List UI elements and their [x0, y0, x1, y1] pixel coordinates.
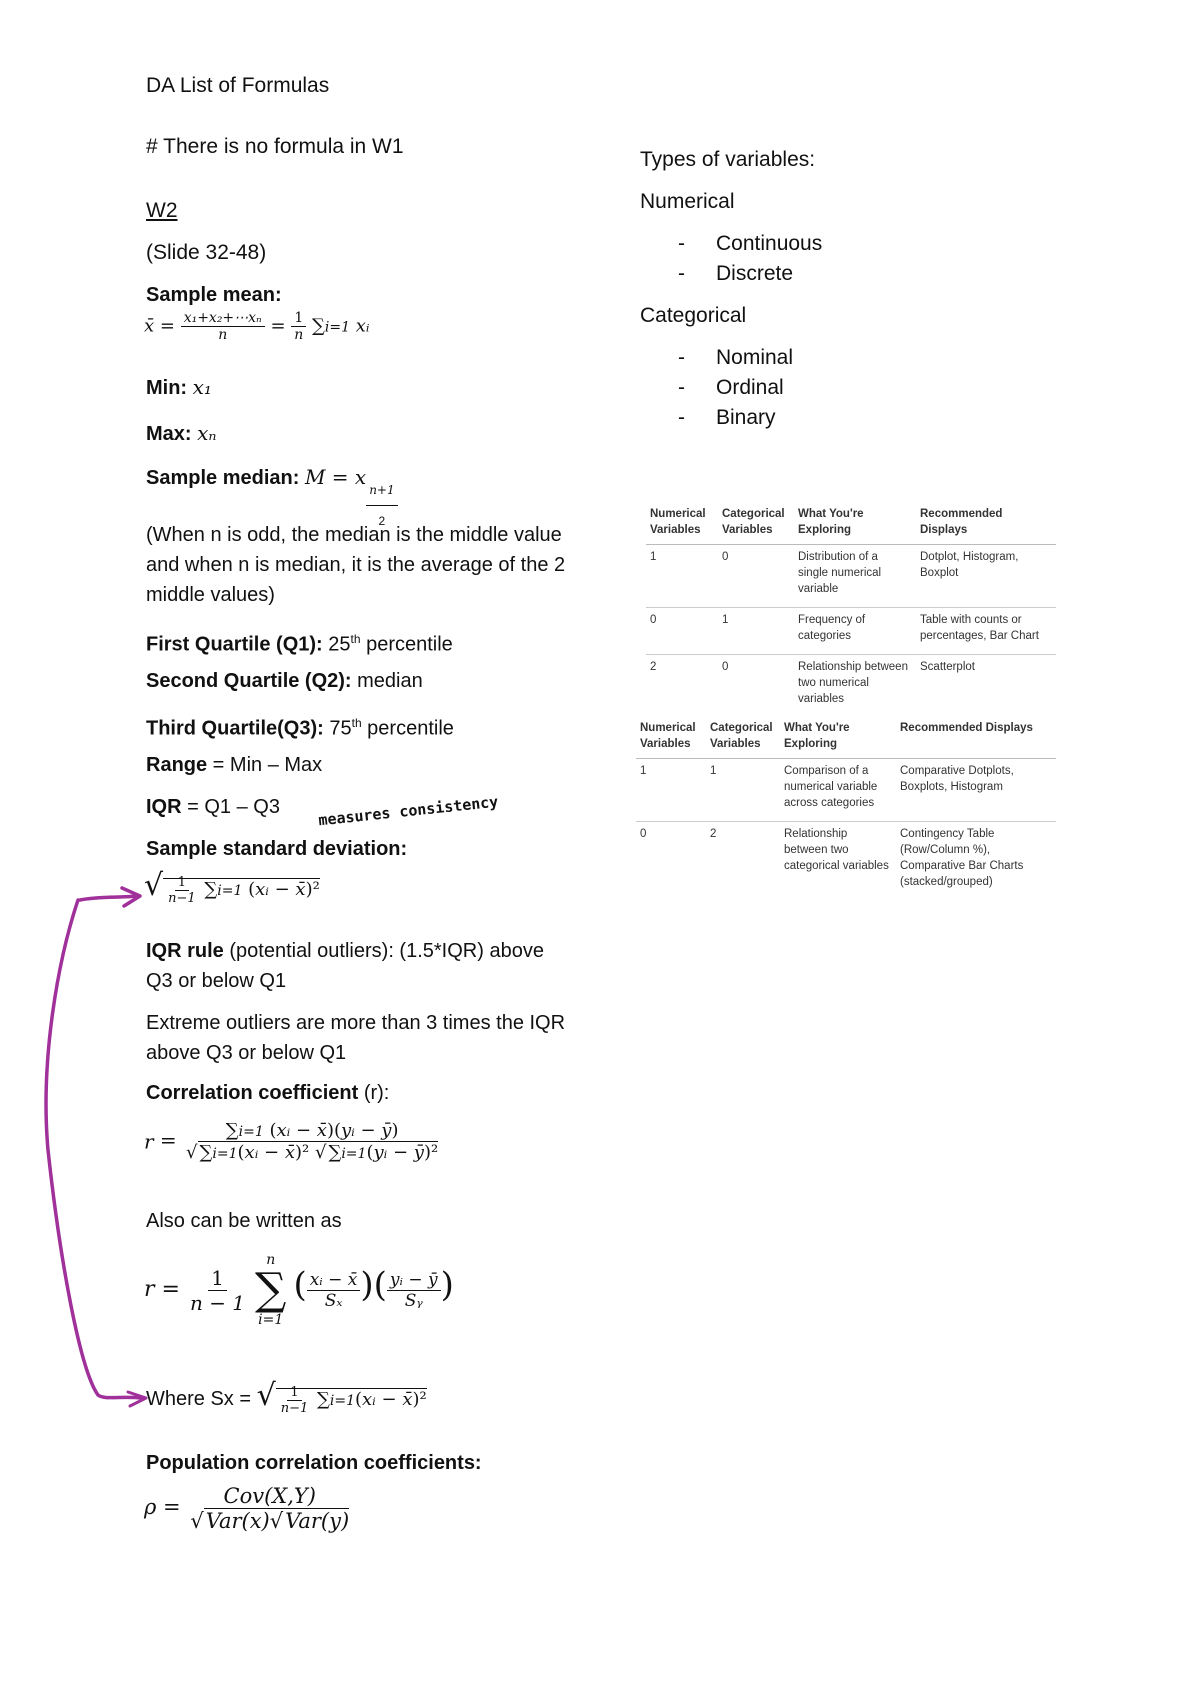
table-cell: Scatterplot: [920, 661, 975, 673]
table-cell: 1: [718, 608, 794, 655]
iqr-row: IQR = Q1 – Q3: [146, 796, 280, 818]
table-cell: 0: [640, 828, 647, 840]
q1-row: First Quartile (Q1): 25th percentile: [146, 632, 453, 656]
list-item: - Discrete: [678, 262, 794, 285]
display-table-1: [646, 504, 1056, 717]
table-cell: Dotplot, Histogram, Boxplot: [916, 545, 1056, 608]
table-cell: 0: [722, 661, 729, 673]
display-table-2: [636, 718, 1056, 900]
table-header: Recommended Displays: [896, 718, 1056, 759]
list-item: - Continuous: [678, 232, 823, 255]
where-sx: Where Sx = √ $\frac{1}{n-1}$ ∑i=1(xᵢ − x̄)²: [146, 1378, 427, 1416]
table-cell: Relationship between two categorical variables: [784, 828, 889, 872]
table-cell: 2: [710, 828, 717, 840]
annotation-curve: [46, 900, 142, 1398]
median-note: (When n is odd, the median is the middle value and when n is median, it is the average of the 2 middle values): [146, 524, 566, 606]
list-item: - Ordinal: [678, 376, 784, 399]
list-item: - Binary: [678, 406, 776, 429]
pop-corr-formula: ρ = $\frac{\text{Cov(X,Y)}}{\text{√Var(x)√Var(y)}}$: [144, 1484, 350, 1533]
median-row: Sample median: M = x $\frac{n+1}{2}$: [146, 462, 398, 536]
table-cell: 1: [636, 759, 706, 822]
table-cell: 0: [646, 608, 718, 655]
table-row: [636, 759, 1056, 822]
corr-formula: r = $\frac{\text{∑i=1 (xᵢ − x̄)(yᵢ − ȳ)}}{\text{√ ∑i=1(xᵢ − x̄)² √ ∑i=1(yᵢ − ȳ)²}}$: [144, 1120, 439, 1163]
sample-mean-label: Sample mean:: [146, 284, 282, 306]
list-item: - Nominal: [678, 346, 794, 369]
corr-formula-alt: r = $\frac{1}{n - 1}$ n ∑ i=1 ( $\frac{\text{xᵢ − x̄}}{\text{Sₓ}}$ )( $\frac{\text{yᵢ − ȳ}}{\text{Sᵧ}}$ ): [144, 1252, 454, 1328]
table-cell: Comparison of a numerical variable across categories: [780, 759, 896, 822]
q3-row: Third Quartile(Q3): 75th percentile: [146, 716, 454, 740]
types-title: Types of variables:: [640, 148, 816, 171]
table-header: What You're Exploring: [794, 504, 916, 545]
min-row: Min: x₁: [146, 375, 212, 399]
arrowhead: [128, 1392, 146, 1406]
range-row: Range = Min – Max: [146, 754, 323, 776]
table-header: Numerical Variables: [646, 504, 718, 545]
sd-label: Sample standard deviation:: [146, 838, 408, 860]
q2-row: Second Quartile (Q2): median: [146, 670, 423, 692]
categorical-heading: Categorical: [640, 304, 747, 327]
table-header: What You're Exploring: [780, 718, 896, 759]
table-header: Numerical Variables: [636, 718, 706, 759]
table-header-row: [636, 718, 1056, 759]
table-row: [636, 822, 1056, 901]
table-row: [646, 608, 1056, 655]
pop-corr-label: Population correlation coefficients:: [146, 1452, 482, 1474]
table-cell: 2: [650, 661, 657, 673]
handwritten-note: measures consistency: [317, 792, 500, 830]
corr-label-row: Correlation coefficient (r):: [146, 1082, 390, 1104]
table-cell: Comparative Dotplots, Boxplots, Histogram: [896, 759, 1056, 822]
slide-range: (Slide 32-48): [146, 241, 267, 264]
table-cell: Contingency Table (Row/Column %), Comparative Bar Charts (stacked/grouped): [900, 828, 1024, 888]
annotation-curve: [80, 896, 136, 900]
table-cell: 1: [646, 545, 718, 608]
also-text: Also can be written as: [146, 1210, 342, 1232]
numerical-heading: Numerical: [640, 190, 735, 213]
table-cell: Table with counts or percentages, Bar Chart: [916, 608, 1056, 655]
arrowhead: [122, 888, 140, 906]
w1-note: # There is no formula in W1: [146, 135, 404, 158]
week-heading: W2: [146, 199, 178, 222]
table-cell: Relationship between two numerical variables: [798, 661, 908, 705]
table-cell: 0: [718, 545, 794, 608]
table-cell: Distribution of a single numerical variable: [794, 545, 916, 608]
table-row: [646, 655, 1056, 718]
table-header: Categorical Variables: [706, 718, 780, 759]
sd-formula: √ $\frac{1}{n-1}$ ∑i=1 (xᵢ − x̄)²: [144, 868, 320, 906]
page-title: DA List of Formulas: [146, 74, 330, 97]
max-row: Max: xₙ: [146, 421, 217, 445]
iqr-rule: IQR rule (potential outliers): (1.5*IQR) above Q3 or below Q1: [146, 940, 544, 992]
sample-mean-formula: x̄ = $\frac{\text{x₁+x₂+⋯xₙ}}{n}$ = $\frac{1}{n}$ ∑i=1 xᵢ: [144, 310, 370, 343]
table-header-row: [646, 504, 1056, 545]
table-header: Categorical Variables: [718, 504, 794, 545]
table-cell: Frequency of categories: [794, 608, 916, 655]
table-cell: 1: [706, 759, 780, 822]
table-row: [646, 545, 1056, 608]
table-header: Recommended Displays: [916, 504, 1056, 545]
extreme-outliers: Extreme outliers are more than 3 times the IQR above Q3 or below Q1: [146, 1012, 566, 1064]
